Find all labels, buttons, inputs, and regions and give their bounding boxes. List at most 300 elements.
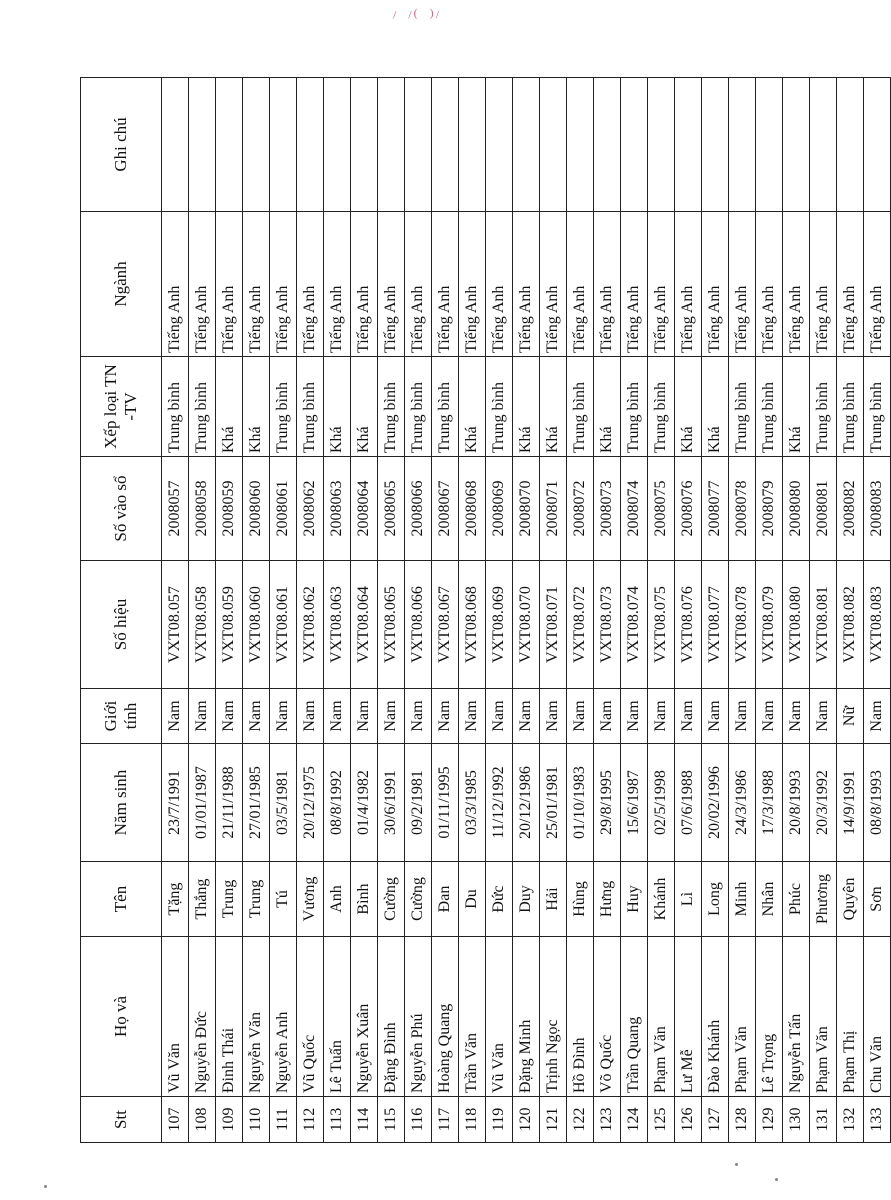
cell-nam-sinh: 27/01/1985	[243, 744, 270, 862]
table-row	[729, 78, 756, 1143]
cell-ten: Quyên	[837, 862, 864, 937]
cell-so-vao-so: 2008078	[729, 457, 756, 561]
cell-ten: Anh	[324, 862, 351, 937]
cell-nganh: Tiếng Anh	[594, 212, 621, 357]
cell-xep-loai: Khá	[351, 357, 378, 457]
table-row	[702, 78, 729, 1143]
cell-ten: Tặng	[162, 862, 189, 937]
cell-stt: 114	[351, 1097, 378, 1143]
cell-nganh: Tiếng Anh	[432, 212, 459, 357]
cell-ten: Duy	[513, 862, 540, 937]
cell-ghi-chu	[675, 78, 702, 212]
cell-nam-sinh: 01/4/1982	[351, 744, 378, 862]
cell-stt: 115	[378, 1097, 405, 1143]
cell-stt: 109	[216, 1097, 243, 1143]
cell-ten: Vương	[297, 862, 324, 937]
cell-gioi-tinh: Nam	[243, 689, 270, 744]
cell-so-hieu: VXT08.061	[270, 561, 297, 689]
cell-so-vao-so: 2008073	[594, 457, 621, 561]
cell-nam-sinh: 20/3/1992	[810, 744, 837, 862]
table-row	[378, 78, 405, 1143]
cell-nganh: Tiếng Anh	[540, 212, 567, 357]
cell-ghi-chu	[162, 78, 189, 212]
cell-ho-va: Nguyễn Văn	[243, 937, 270, 1097]
cell-so-hieu: VXT08.064	[351, 561, 378, 689]
cell-nganh: Tiếng Anh	[351, 212, 378, 357]
cell-nganh: Tiếng Anh	[621, 212, 648, 357]
cell-so-vao-so: 2008060	[243, 457, 270, 561]
cell-xep-loai: Trung bình	[567, 357, 594, 457]
cell-stt: 117	[432, 1097, 459, 1143]
header-ho-va: Họ và	[81, 937, 162, 1097]
cell-nam-sinh: 25/01/1981	[540, 744, 567, 862]
cell-nganh: Tiếng Anh	[324, 212, 351, 357]
cell-so-hieu: VXT08.079	[756, 561, 783, 689]
rotated-page	[80, 78, 885, 1143]
cell-ghi-chu	[621, 78, 648, 212]
cell-nam-sinh: 20/02/1996	[702, 744, 729, 862]
cell-ghi-chu	[567, 78, 594, 212]
table-row	[567, 78, 594, 1143]
cell-nganh: Tiếng Anh	[216, 212, 243, 357]
table-row	[594, 78, 621, 1143]
cell-stt: 128	[729, 1097, 756, 1143]
cell-ten: Cường	[405, 862, 432, 937]
cell-ho-va: Nguyễn Phú	[405, 937, 432, 1097]
cell-gioi-tinh: Nam	[405, 689, 432, 744]
cell-so-vao-so: 2008064	[351, 457, 378, 561]
cell-so-vao-so: 2008068	[459, 457, 486, 561]
cell-ghi-chu	[297, 78, 324, 212]
cell-xep-loai: Trung bình	[405, 357, 432, 457]
cell-nganh: Tiếng Anh	[297, 212, 324, 357]
table-row	[351, 78, 378, 1143]
cell-ghi-chu	[405, 78, 432, 212]
cell-gioi-tinh: Nam	[189, 689, 216, 744]
cell-xep-loai: Trung bình	[486, 357, 513, 457]
cell-ten: Cường	[378, 862, 405, 937]
cell-so-vao-so: 2008074	[621, 457, 648, 561]
cell-xep-loai: Khá	[216, 357, 243, 457]
cell-xep-loai: Trung bình	[810, 357, 837, 457]
cell-ho-va: Vũ Văn	[162, 937, 189, 1097]
cell-ho-va: Trần Quang	[621, 937, 648, 1097]
cell-nganh: Tiếng Anh	[189, 212, 216, 357]
cell-so-vao-so: 2008076	[675, 457, 702, 561]
cell-ghi-chu	[513, 78, 540, 212]
cell-xep-loai: Khá	[540, 357, 567, 457]
cell-ten: Trung	[216, 862, 243, 937]
cell-ten: Minh	[729, 862, 756, 937]
table-row	[648, 78, 675, 1143]
header-so-vao-so: Số vào sổ	[81, 457, 162, 561]
cell-nam-sinh: 03/5/1981	[270, 744, 297, 862]
cell-so-hieu: VXT08.081	[810, 561, 837, 689]
cell-xep-loai: Trung bình	[297, 357, 324, 457]
cell-ho-va: Phạm Văn	[729, 937, 756, 1097]
table-row	[189, 78, 216, 1143]
table-row	[837, 78, 864, 1143]
cell-gioi-tinh: Nam	[675, 689, 702, 744]
cell-so-hieu: VXT08.074	[621, 561, 648, 689]
cell-ho-va: Vũ Văn	[486, 937, 513, 1097]
table-row	[675, 78, 702, 1143]
cell-gioi-tinh: Nữ	[837, 689, 864, 744]
cell-nam-sinh: 20/12/1986	[513, 744, 540, 862]
cell-so-vao-so: 2008077	[702, 457, 729, 561]
cell-stt: 112	[297, 1097, 324, 1143]
table-row	[405, 78, 432, 1143]
cell-ten: Bình	[351, 862, 378, 937]
table-row	[432, 78, 459, 1143]
table-row	[486, 78, 513, 1143]
header-so-hieu: Số hiệu	[81, 561, 162, 689]
cell-gioi-tinh: Nam	[756, 689, 783, 744]
cell-ghi-chu	[783, 78, 810, 212]
cell-nam-sinh: 11/12/1992	[486, 744, 513, 862]
cell-gioi-tinh: Nam	[270, 689, 297, 744]
cell-gioi-tinh: Nam	[297, 689, 324, 744]
cell-so-hieu: VXT08.070	[513, 561, 540, 689]
cell-ho-va: Nguyễn Đức	[189, 937, 216, 1097]
cell-xep-loai: Trung bình	[648, 357, 675, 457]
cell-ghi-chu	[702, 78, 729, 212]
cell-nganh: Tiếng Anh	[810, 212, 837, 357]
cell-xep-loai: Trung bình	[189, 357, 216, 457]
cell-so-vao-so: 2008058	[189, 457, 216, 561]
cell-gioi-tinh: Nam	[702, 689, 729, 744]
header-gioi-tinh: Giới tính	[81, 689, 162, 744]
cell-stt: 133	[864, 1097, 891, 1143]
cell-so-hieu: VXT08.066	[405, 561, 432, 689]
cell-nam-sinh: 15/6/1987	[621, 744, 648, 862]
cell-stt: 130	[783, 1097, 810, 1143]
table-row	[756, 78, 783, 1143]
cell-so-vao-so: 2008072	[567, 457, 594, 561]
cell-xep-loai: Trung bình	[621, 357, 648, 457]
cell-so-vao-so: 2008057	[162, 457, 189, 561]
cell-so-hieu: VXT08.078	[729, 561, 756, 689]
cell-so-vao-so: 2008082	[837, 457, 864, 561]
cell-nganh: Tiếng Anh	[243, 212, 270, 357]
cell-ho-va: Phạm Văn	[810, 937, 837, 1097]
cell-ghi-chu	[189, 78, 216, 212]
cell-nam-sinh: 17/3/1988	[756, 744, 783, 862]
cell-xep-loai: Trung bình	[378, 357, 405, 457]
scan-speck	[735, 1163, 738, 1166]
cell-nam-sinh: 24/3/1986	[729, 744, 756, 862]
cell-ho-va: Chu Văn	[864, 937, 891, 1097]
cell-gioi-tinh: Nam	[621, 689, 648, 744]
cell-so-hieu: VXT08.063	[324, 561, 351, 689]
cell-nganh: Tiếng Anh	[837, 212, 864, 357]
cell-so-hieu: VXT08.058	[189, 561, 216, 689]
cell-ho-va: Vũ Quốc	[297, 937, 324, 1097]
header-row	[81, 78, 162, 1143]
cell-nam-sinh: 08/8/1992	[324, 744, 351, 862]
cell-so-vao-so: 2008061	[270, 457, 297, 561]
header-ghi-chu: Ghi chú	[81, 78, 162, 212]
cell-stt: 129	[756, 1097, 783, 1143]
cell-nam-sinh: 09/2/1981	[405, 744, 432, 862]
cell-so-hieu: VXT08.068	[459, 561, 486, 689]
cell-nganh: Tiếng Anh	[783, 212, 810, 357]
cell-ghi-chu	[810, 78, 837, 212]
cell-ghi-chu	[837, 78, 864, 212]
cell-ho-va: Hồ Đình	[567, 937, 594, 1097]
cell-so-hieu: VXT08.067	[432, 561, 459, 689]
scan-speck	[44, 1185, 47, 1188]
cell-stt: 124	[621, 1097, 648, 1143]
cell-so-vao-so: 2008083	[864, 457, 891, 561]
cell-nganh: Tiếng Anh	[729, 212, 756, 357]
cell-stt: 131	[810, 1097, 837, 1143]
cell-gioi-tinh: Nam	[810, 689, 837, 744]
cell-gioi-tinh: Nam	[486, 689, 513, 744]
cell-nam-sinh: 20/8/1993	[783, 744, 810, 862]
cell-ghi-chu	[270, 78, 297, 212]
cell-gioi-tinh: Nam	[378, 689, 405, 744]
cell-so-vao-so: 2008065	[378, 457, 405, 561]
table-row	[459, 78, 486, 1143]
cell-ten: Du	[459, 862, 486, 937]
cell-ho-va: Trịnh Ngọc	[540, 937, 567, 1097]
cell-so-vao-so: 2008071	[540, 457, 567, 561]
table-row	[621, 78, 648, 1143]
cell-nganh: Tiếng Anh	[405, 212, 432, 357]
cell-ghi-chu	[351, 78, 378, 212]
cell-nganh: Tiếng Anh	[486, 212, 513, 357]
cell-nganh: Tiếng Anh	[567, 212, 594, 357]
cell-ten: Đan	[432, 862, 459, 937]
cell-ho-va: Đinh Thái	[216, 937, 243, 1097]
cell-xep-loai: Khá	[783, 357, 810, 457]
cell-nam-sinh: 01/01/1987	[189, 744, 216, 862]
cell-so-hieu: VXT08.071	[540, 561, 567, 689]
cell-nganh: Tiếng Anh	[378, 212, 405, 357]
cell-stt: 132	[837, 1097, 864, 1143]
cell-ten: Sơn	[864, 862, 891, 937]
cell-ghi-chu	[216, 78, 243, 212]
cell-gioi-tinh: Nam	[783, 689, 810, 744]
cell-so-vao-so: 2008080	[783, 457, 810, 561]
stamp-mark: /( )/ /	[391, 8, 439, 22]
cell-nganh: Tiếng Anh	[459, 212, 486, 357]
cell-so-vao-so: 2008075	[648, 457, 675, 561]
table-row	[810, 78, 837, 1143]
cell-so-hieu: VXT08.077	[702, 561, 729, 689]
cell-stt: 107	[162, 1097, 189, 1143]
table-row	[270, 78, 297, 1143]
cell-ghi-chu	[459, 78, 486, 212]
cell-nam-sinh: 20/12/1975	[297, 744, 324, 862]
cell-stt: 121	[540, 1097, 567, 1143]
cell-nganh: Tiếng Anh	[675, 212, 702, 357]
cell-gioi-tinh: Nam	[540, 689, 567, 744]
register-table	[80, 77, 891, 1143]
cell-so-hieu: VXT08.083	[864, 561, 891, 689]
table-row	[324, 78, 351, 1143]
cell-ten: Hưng	[594, 862, 621, 937]
cell-ghi-chu	[594, 78, 621, 212]
cell-stt: 118	[459, 1097, 486, 1143]
cell-so-hieu: VXT08.065	[378, 561, 405, 689]
cell-xep-loai: Khá	[243, 357, 270, 457]
cell-ghi-chu	[324, 78, 351, 212]
cell-ten: Hải	[540, 862, 567, 937]
cell-ghi-chu	[729, 78, 756, 212]
cell-nam-sinh: 01/10/1983	[567, 744, 594, 862]
cell-so-vao-so: 2008066	[405, 457, 432, 561]
cell-ten: Phúc	[783, 862, 810, 937]
cell-stt: 119	[486, 1097, 513, 1143]
cell-xep-loai: Trung bình	[756, 357, 783, 457]
cell-nganh: Tiếng Anh	[756, 212, 783, 357]
cell-ho-va: Đào Khánh	[702, 937, 729, 1097]
cell-stt: 111	[270, 1097, 297, 1143]
cell-stt: 108	[189, 1097, 216, 1143]
cell-gioi-tinh: Nam	[648, 689, 675, 744]
cell-gioi-tinh: Nam	[216, 689, 243, 744]
cell-nam-sinh: 23/7/1991	[162, 744, 189, 862]
cell-ghi-chu	[378, 78, 405, 212]
cell-nganh: Tiếng Anh	[270, 212, 297, 357]
cell-ho-va: Nguyễn Xuân	[351, 937, 378, 1097]
cell-stt: 127	[702, 1097, 729, 1143]
cell-stt: 120	[513, 1097, 540, 1143]
cell-ghi-chu	[243, 78, 270, 212]
cell-so-vao-so: 2008067	[432, 457, 459, 561]
cell-ten: Nhân	[756, 862, 783, 937]
cell-so-vao-so: 2008062	[297, 457, 324, 561]
cell-so-vao-so: 2008079	[756, 457, 783, 561]
cell-xep-loai: Trung bình	[729, 357, 756, 457]
header-nam-sinh: Năm sinh	[81, 744, 162, 862]
cell-ho-va: Phạm Thị	[837, 937, 864, 1097]
cell-ho-va: Đặng Đình	[378, 937, 405, 1097]
cell-xep-loai: Khá	[702, 357, 729, 457]
cell-nam-sinh: 02/5/1998	[648, 744, 675, 862]
cell-nganh: Tiếng Anh	[162, 212, 189, 357]
table-body	[162, 78, 891, 1143]
cell-ghi-chu	[432, 78, 459, 212]
cell-ten: Thắng	[189, 862, 216, 937]
cell-ho-va: Nguyễn Anh	[270, 937, 297, 1097]
cell-nam-sinh: 07/6/1988	[675, 744, 702, 862]
cell-so-hieu: VXT08.075	[648, 561, 675, 689]
cell-xep-loai: Khá	[459, 357, 486, 457]
cell-xep-loai: Khá	[675, 357, 702, 457]
cell-nganh: Tiếng Anh	[513, 212, 540, 357]
cell-xep-loai: Trung bình	[864, 357, 891, 457]
cell-xep-loai: Trung bình	[270, 357, 297, 457]
cell-gioi-tinh: Nam	[729, 689, 756, 744]
cell-xep-loai: Trung bình	[432, 357, 459, 457]
cell-nam-sinh: 29/8/1995	[594, 744, 621, 862]
cell-ten: Phương	[810, 862, 837, 937]
cell-nganh: Tiếng Anh	[702, 212, 729, 357]
cell-stt: 116	[405, 1097, 432, 1143]
table-row	[297, 78, 324, 1143]
cell-gioi-tinh: Nam	[432, 689, 459, 744]
cell-gioi-tinh: Nam	[324, 689, 351, 744]
cell-nam-sinh: 30/6/1991	[378, 744, 405, 862]
cell-ten: Khánh	[648, 862, 675, 937]
cell-nganh: Tiếng Anh	[864, 212, 891, 357]
cell-gioi-tinh: Nam	[351, 689, 378, 744]
cell-gioi-tinh: Nam	[513, 689, 540, 744]
cell-ghi-chu	[540, 78, 567, 212]
cell-so-vao-so: 2008059	[216, 457, 243, 561]
cell-stt: 122	[567, 1097, 594, 1143]
cell-ghi-chu	[648, 78, 675, 212]
cell-stt: 123	[594, 1097, 621, 1143]
cell-ten: Hùng	[567, 862, 594, 937]
table-row	[513, 78, 540, 1143]
table-row	[162, 78, 189, 1143]
header-stt: Stt	[81, 1097, 162, 1143]
cell-so-hieu: VXT08.060	[243, 561, 270, 689]
cell-ten: Lì	[675, 862, 702, 937]
cell-so-hieu: VXT08.062	[297, 561, 324, 689]
cell-so-vao-so: 2008070	[513, 457, 540, 561]
cell-xep-loai: Khá	[324, 357, 351, 457]
cell-so-vao-so: 2008063	[324, 457, 351, 561]
cell-stt: 113	[324, 1097, 351, 1143]
cell-so-hieu: VXT08.076	[675, 561, 702, 689]
cell-so-vao-so: 2008081	[810, 457, 837, 561]
cell-stt: 125	[648, 1097, 675, 1143]
cell-ho-va: Đặng Minh	[513, 937, 540, 1097]
cell-xep-loai: Trung bình	[162, 357, 189, 457]
cell-ghi-chu	[756, 78, 783, 212]
cell-ten: Tú	[270, 862, 297, 937]
cell-so-hieu: VXT08.073	[594, 561, 621, 689]
header-nganh: Ngành	[81, 212, 162, 357]
cell-so-hieu: VXT08.080	[783, 561, 810, 689]
table-row	[864, 78, 891, 1143]
cell-nganh: Tiếng Anh	[648, 212, 675, 357]
cell-nam-sinh: 08/8/1993	[864, 744, 891, 862]
cell-gioi-tinh: Nam	[594, 689, 621, 744]
cell-xep-loai: Trung bình	[837, 357, 864, 457]
cell-gioi-tinh: Nam	[162, 689, 189, 744]
cell-ghi-chu	[864, 78, 891, 212]
cell-so-hieu: VXT08.082	[837, 561, 864, 689]
cell-ho-va: Lư Mễ	[675, 937, 702, 1097]
cell-ghi-chu	[486, 78, 513, 212]
cell-gioi-tinh: Nam	[567, 689, 594, 744]
cell-xep-loai: Khá	[594, 357, 621, 457]
cell-ho-va: Lê Tuấn	[324, 937, 351, 1097]
cell-stt: 126	[675, 1097, 702, 1143]
table-row	[540, 78, 567, 1143]
cell-ho-va: Nguyễn Tấn	[783, 937, 810, 1097]
cell-ho-va: Trần Văn	[459, 937, 486, 1097]
cell-so-vao-so: 2008069	[486, 457, 513, 561]
cell-ten: Huy	[621, 862, 648, 937]
cell-ho-va: Hoàng Quang	[432, 937, 459, 1097]
cell-so-hieu: VXT08.069	[486, 561, 513, 689]
cell-nam-sinh: 01/11/1995	[432, 744, 459, 862]
header-xep-loai: Xếp loại TN -TV	[81, 357, 162, 457]
cell-ho-va: Phạm Văn	[648, 937, 675, 1097]
cell-ho-va: Lê Trọng	[756, 937, 783, 1097]
cell-xep-loai: Khá	[513, 357, 540, 457]
scan-speck	[775, 1178, 778, 1181]
cell-nam-sinh: 21/11/1988	[216, 744, 243, 862]
cell-so-hieu: VXT08.057	[162, 561, 189, 689]
